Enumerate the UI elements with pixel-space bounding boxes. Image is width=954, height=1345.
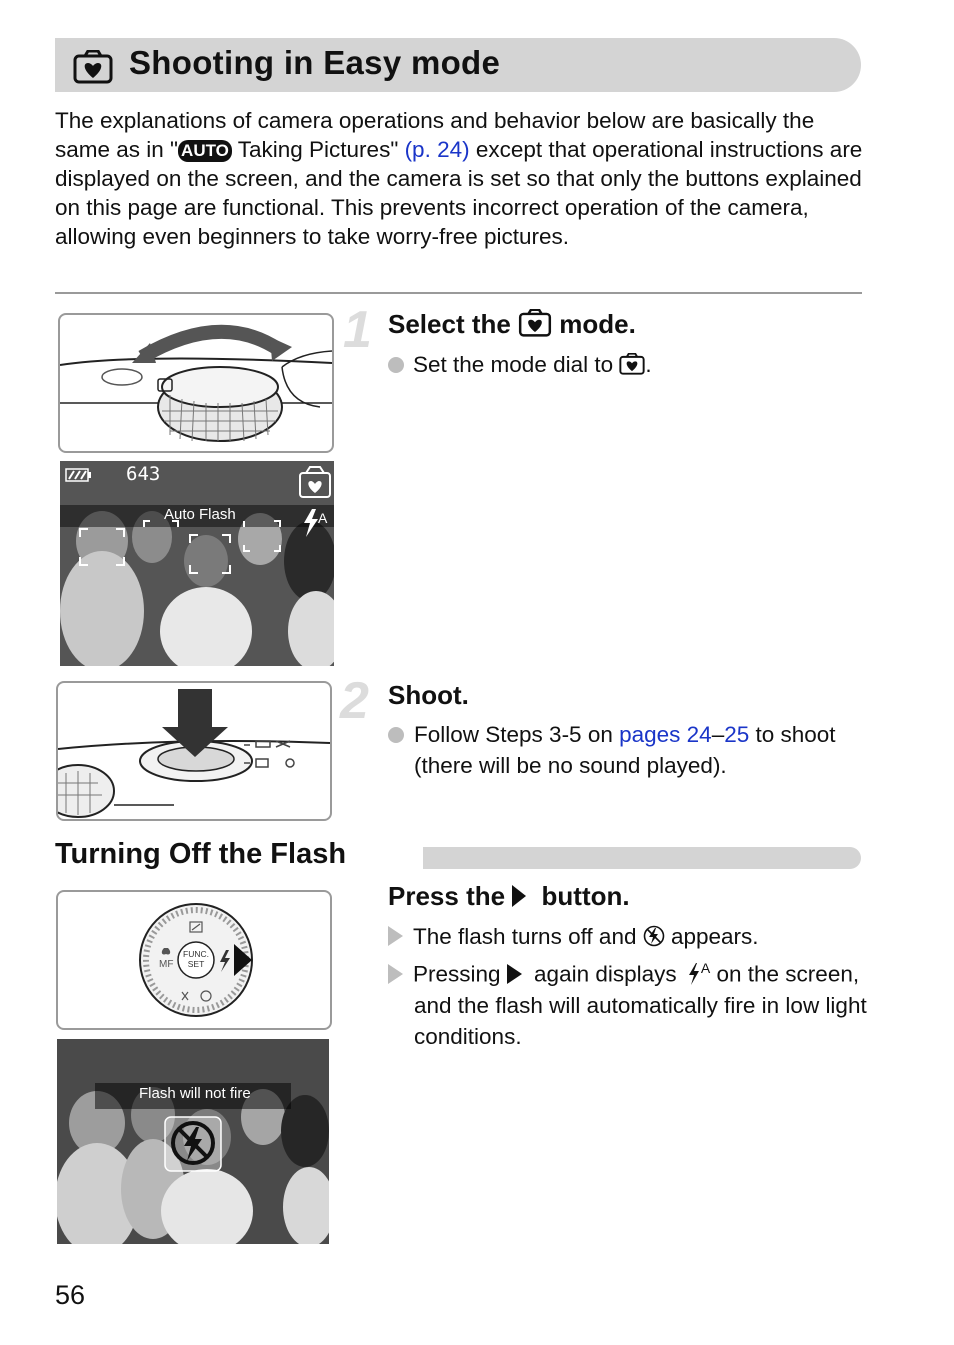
step3-line2	[388, 953, 888, 1052]
shot-count: 643	[126, 463, 161, 485]
step1-title-text-2: mode.	[552, 309, 636, 339]
page-range-dash: –	[711, 722, 725, 747]
intro-text-1: The explanations of camera operations and behavior below are basically the same as in "	[55, 108, 815, 162]
intro-paragraph	[55, 106, 865, 251]
func-label: FUNC.	[183, 949, 209, 959]
svg-text:A: A	[318, 510, 328, 526]
step2-title: Shoot.	[388, 680, 469, 710]
section-title: Turning Off the Flash	[55, 838, 347, 870]
bullet-icon	[388, 357, 404, 373]
step1-bullet	[388, 349, 652, 380]
mf-label: MF	[159, 959, 174, 970]
page-link-24[interactable]: (p. 24)	[404, 137, 470, 162]
step1-title-text-1: Select the	[388, 309, 519, 339]
flash-off-icon	[643, 925, 665, 947]
step1-bullet-text-1: Set the mode dial to	[413, 352, 620, 377]
title-bar	[55, 38, 861, 92]
camera-top-drawing	[60, 315, 332, 451]
section-bar	[423, 847, 861, 869]
step3-title-text-2: button.	[534, 881, 630, 911]
easy-mode-heart-icon	[518, 309, 552, 337]
auto-mode-icon: AUTO	[178, 140, 232, 162]
step-number-1: 1	[343, 301, 372, 359]
children-photo	[60, 461, 334, 666]
step3-title-text-1: Press the	[388, 881, 513, 911]
page-title: Shooting in Easy mode	[129, 44, 501, 81]
easy-mode-heart-icon	[73, 50, 113, 84]
lcd-screen-auto-flash	[60, 461, 334, 666]
flash-auto-sup: A	[700, 960, 711, 976]
flash-off-badge-icon	[165, 1117, 221, 1171]
step-number-2: 2	[340, 672, 369, 730]
step1-title	[388, 309, 636, 340]
result-arrow-icon	[388, 964, 403, 984]
page-link-24[interactable]: pages 24	[619, 722, 712, 747]
step3-line1-text-1: The flash turns off and	[413, 924, 643, 949]
step3-line2-text-2: again displays	[527, 961, 683, 987]
easy-mode-heart-icon	[619, 353, 645, 375]
step3-line1	[388, 921, 759, 952]
result-arrow-icon	[388, 926, 403, 946]
func-set-label	[182, 949, 210, 969]
auto-flash-message: Auto Flash	[164, 506, 236, 523]
control-dial-illustration	[56, 890, 332, 1030]
step3-line1-text-2: appears.	[664, 924, 759, 949]
intro-text-3: except that operational instructions are displayed on the screen, and the camera is set so that only the buttons explained on this page are functional. This prevents incorrect operation of the camera, allowing even beginners to take worry-free pictures.	[55, 137, 863, 249]
lcd-screen-flash-off	[57, 1039, 329, 1244]
right-arrow-icon	[512, 885, 526, 907]
page-link-25[interactable]: 25	[724, 722, 750, 747]
shutter-drawing	[58, 683, 330, 819]
bullet-icon	[388, 727, 404, 743]
step3-line2-text-3: on the screen, and the flash will automatically fire in low light conditions.	[414, 961, 867, 1049]
flash-auto-icon	[687, 962, 701, 986]
step2-bullet-text-1: Follow Steps 3-5 on	[414, 722, 620, 747]
step3-line2-text-1: Pressing	[413, 961, 507, 987]
page-number: 56	[55, 1280, 86, 1310]
right-arrow-icon	[507, 964, 522, 984]
step3-title	[388, 881, 630, 912]
step2-bullet-text-2: to shoot (there will be no sound played).	[414, 722, 836, 778]
children-photo	[57, 1039, 329, 1244]
mode-dial-illustration	[58, 313, 334, 453]
shutter-press-illustration	[56, 681, 332, 821]
divider	[55, 292, 862, 294]
intro-text-2: Taking Pictures"	[231, 137, 405, 162]
flash-will-not-fire-message: Flash will not fire	[139, 1085, 251, 1102]
set-label: SET	[187, 959, 205, 969]
step2-bullet	[388, 719, 888, 781]
step1-bullet-text-2: .	[645, 352, 652, 377]
